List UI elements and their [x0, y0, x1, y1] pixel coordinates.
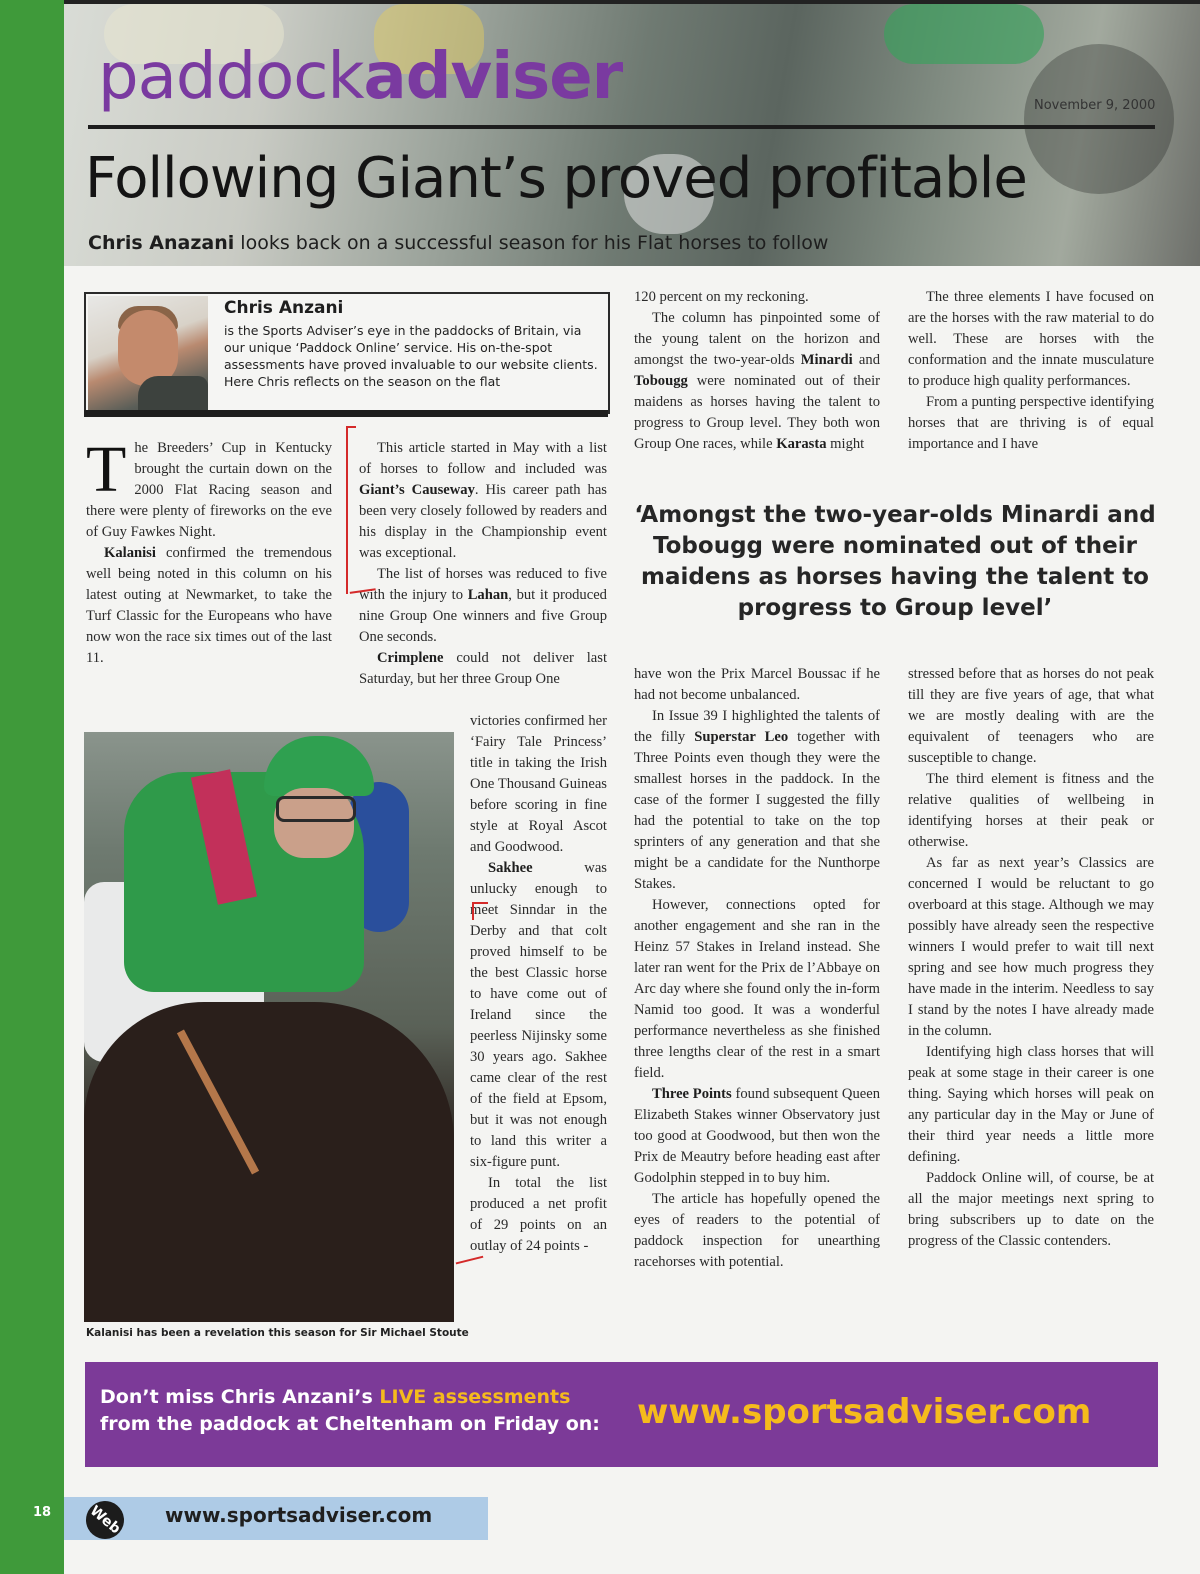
article-column-1: [86, 433, 332, 669]
paragraph-text: The three elements I have focused on are the horses with the raw material to do well. These are horses with the conformation and the innate musculature to produce high quality performances.: [908, 289, 1154, 389]
horse-name: Kalanisi: [104, 545, 156, 561]
proofreading-mark: [472, 902, 488, 920]
standfirst: [88, 232, 828, 254]
paragraph: [86, 543, 332, 669]
paragraph: [908, 1042, 1154, 1168]
paragraph-text: and: [852, 352, 880, 368]
promo-highlight: LIVE assessments: [379, 1386, 571, 1408]
horse-name: Giant’s Causeway: [359, 482, 475, 498]
paragraph: [634, 706, 880, 895]
paragraph: [634, 895, 880, 1084]
paragraph-text: In total the list produced a net profit of 29 points on an outlay of 24 points -: [470, 1175, 607, 1254]
standfirst-author: Chris Anazani: [88, 232, 235, 254]
drop-cap: T: [86, 433, 127, 506]
article-column-4-top: [908, 287, 1154, 455]
proofreading-mark: [346, 426, 356, 594]
article-column-2-continued: [470, 711, 607, 1257]
horse-name: Lahan: [467, 587, 509, 603]
paragraph-text: was unlucky enough to meet Sinndar in the Derby and that colt proved himself to be the best Classic horse to have come out of Ireland since the peerless Nijinsky some 30 years ago. Sakhee came clear of the rest of the field at Epsom, but it was not enough to land this writer a six-figure punt.: [470, 860, 607, 1170]
jockey-horse-photo: [84, 732, 454, 1322]
masthead-rule: [88, 125, 1155, 129]
promo-banner: [85, 1362, 1158, 1467]
paragraph-text: In Issue 39 I highlighted the talents of the filly: [634, 708, 880, 745]
paragraph-text: stressed before that as horses do not peak till they are five years of age, that what we are mostly dealing with are the equivalent of teenagers who are susceptible to change.: [908, 666, 1154, 766]
paragraph-text: found subsequent Queen Elizabeth Stakes winner Observatory just too good at Goodwood, but then won the Prix de Meautry before heading east after Godolphin stepped in to buy him.: [634, 1086, 881, 1186]
masthead-bold: adviser: [363, 40, 623, 114]
paragraph-text: . His career path has been very closely followed by readers and his display in the Championship event was exceptional.: [359, 482, 607, 561]
horse-name: Three Points: [652, 1086, 732, 1102]
paragraph: [470, 711, 607, 858]
headline: Following Giant’s proved profitable: [85, 146, 1027, 211]
paragraph: [634, 1084, 880, 1189]
side-color-bar: [0, 0, 64, 1574]
paragraph: [908, 392, 1154, 455]
paragraph-text: together with Three Points even though they were the smallest horses in the paddock. In the case of the former I suggested the filly had the potential to take on the top sprinters of any generation and that she might be a candidate for the Nunthorpe Stakes.: [634, 729, 880, 892]
paragraph: [470, 1173, 607, 1257]
paragraph-text: were nominated out of their maidens as horses having the talent to progress to Group level. They both won Group One races, while: [634, 373, 880, 452]
paragraph-text: The third element is fitness and the relative qualities of wellbeing in identifying horses at their peak or otherwise.: [908, 771, 1154, 850]
masthead-logo: [98, 42, 622, 112]
paragraph-text: However, connections opted for another engagement and she ran in the Heinz 57 Stakes in Ireland instead. She later ran went for the Prix de l’Abbaye on Arc day where she found only the in-form Namid too good. It was a wonderful performance nevertheless as she finished three lengths clear of the rest in a smart field.: [634, 897, 880, 1081]
paragraph: [359, 564, 607, 648]
paragraph-text: From a punting perspective identifying horses that are thriving is of equal importance and I have: [908, 394, 1154, 452]
horse-name: Superstar Leo: [694, 729, 789, 745]
horse-name: Tobougg: [634, 373, 688, 389]
paragraph: [359, 438, 607, 564]
paragraph: [634, 287, 880, 308]
paragraph: [470, 858, 607, 1173]
horse-name: Minardi: [800, 352, 853, 368]
horse-name: Crimplene: [377, 650, 444, 666]
paragraph-text: confirmed the tremendous well being noted in this column on his latest outing at Newmarket, to take the Turf Classic for the Europeans who have now won the race six times out of the last 11.: [86, 545, 332, 666]
pull-quote: ‘Amongst the two-year-olds Minardi and Tobougg were nominated out of their maidens as horses having the talent to progress to Group level’: [634, 502, 1156, 621]
masthead-light: paddock: [98, 40, 364, 114]
footer-url-link[interactable]: www.sportsadviser.com: [165, 1503, 433, 1527]
paragraph-text: Paddock Online will, of course, be at all the major meetings next spring to bring subscribers up to date on the progress of the Classic contenders.: [908, 1170, 1154, 1249]
promo-text: [100, 1384, 600, 1438]
paragraph: [634, 308, 880, 455]
article-column-3-top: [634, 287, 880, 455]
paragraph: [908, 853, 1154, 1042]
author-bio-box: [84, 292, 610, 414]
paragraph-text: The list of horses was reduced to five with the injury to: [359, 566, 607, 603]
promo-line-1: Don’t miss Chris Anzani’s: [100, 1386, 380, 1408]
promo-line-2: from the paddock at Cheltenham on Friday on:: [100, 1413, 600, 1435]
photo-caption: Kalanisi has been a revelation this season for Sir Michael Stoute: [86, 1327, 469, 1339]
paragraph: [359, 648, 607, 690]
paragraph: [908, 664, 1154, 769]
paragraph: [908, 287, 1154, 392]
page-number: 18: [33, 1505, 52, 1520]
paragraph-text: As far as next year’s Classics are concerned I would be reluctant to go overboard at this stage. Although we may possibly have already seen the respective winners I would prefer to wait till next spring and see how much progress they have made in the interim. Needless to say I stand by the notes I have already made in the column.: [908, 855, 1154, 1039]
bio-rule: [84, 410, 608, 417]
paragraph-text: The article has hopefully opened the eyes of readers to the potential of paddock inspection for unearthing racehorses with potential.: [634, 1191, 880, 1270]
paragraph-text: victories confirmed her ‘Fairy Tale Princess’ title in taking the Irish One Thousand Guineas before scoring in fine style at Royal Ascot and Goodwood.: [470, 713, 607, 855]
paragraph-text: he Breeders’ Cup in Kentucky brought the curtain down on the 2000 Flat Racing season and there were plenty of fireworks on the eve of Guy Fawkes Night.: [86, 440, 332, 540]
author-photo: [88, 296, 208, 412]
paragraph-text: 120 percent on my reckoning.: [634, 289, 809, 305]
article-column-4-bottom: [908, 664, 1154, 1252]
article-column-3-bottom: [634, 664, 880, 1273]
paragraph-text: , but it produced nine Group One winners and five Group One seconds.: [359, 587, 607, 645]
paragraph-text: Identifying high class horses that will peak at some stage in their career is one thing. Saying which horses will peak on any particular day in the May or June of their third year needs a little more defining.: [908, 1044, 1154, 1165]
article-column-2: [359, 438, 607, 690]
proofreading-mark: [456, 1256, 485, 1269]
paragraph-text: This article started in May with a list of horses to follow and included was: [359, 440, 607, 477]
paragraph-text: might: [826, 436, 865, 452]
web-icon: Web: [78, 1493, 132, 1547]
paragraph-text: The column has pinpointed some of the young talent on the horizon and amongst the two-year-olds: [634, 310, 880, 368]
paragraph: [908, 1168, 1154, 1252]
issue-date: November 9, 2000: [1034, 98, 1156, 113]
paragraph: [634, 664, 880, 706]
paragraph-text: could not deliver last Saturday, but her three Group One: [359, 650, 607, 687]
standfirst-text: looks back on a successful season for his Flat horses to follow: [234, 232, 829, 254]
paragraph: [634, 1189, 880, 1273]
promo-url-link[interactable]: www.sportsadviser.com: [637, 1392, 1092, 1432]
paragraph: [86, 433, 332, 543]
paragraph-text: have won the Prix Marcel Boussac if he had not become unbalanced.: [634, 666, 880, 703]
horse-name: Sakhee: [488, 860, 533, 876]
author-bio-text: is the Sports Adviser’s eye in the paddocks of Britain, via our unique ‘Paddock Online’ service. His on-the-spot assessments have proved invaluable to our website clients. Here Chris reflects on the season on the flat: [224, 323, 598, 389]
author-name: Chris Anzani: [224, 298, 344, 318]
paragraph: [908, 769, 1154, 853]
horse-name: Karasta: [776, 436, 827, 452]
